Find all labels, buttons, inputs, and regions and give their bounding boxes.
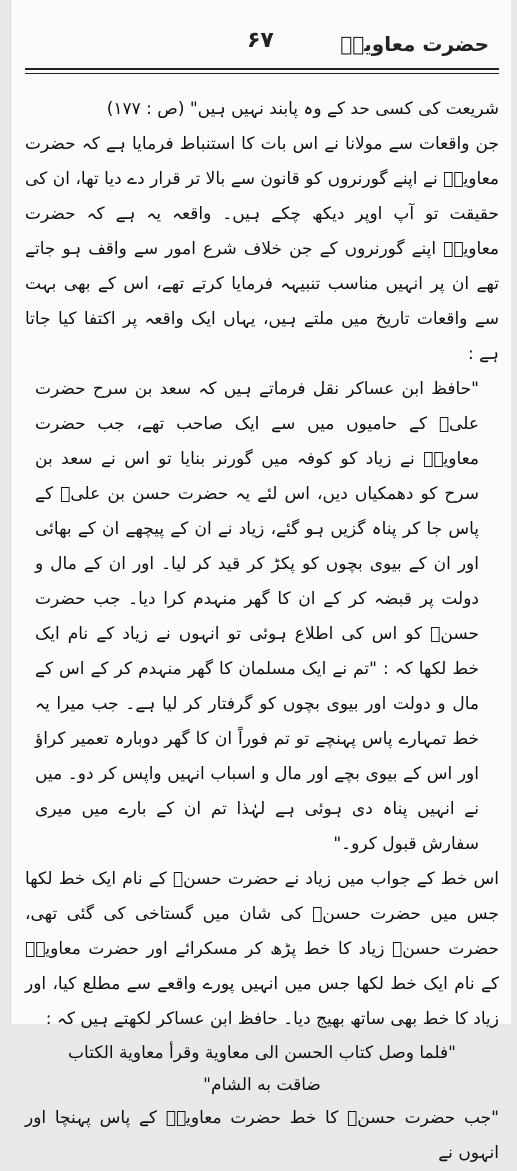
body-text [25,92,499,1171]
paragraph-continuation: اس خط کے جواب میں زیاد نے حضرت حسنؓ کے نام ایک خط لکھا جس میں حضرت حسنؓ کی شان میں گستاخی کی گئی تھی، حضرت حسنؓ زیاد کا خط پڑھ کر مسکرائے اور حضرت معاویہؓ کے نام ایک خط لکھا جس میں انہیں پورے واقعے سے مطلع کیا، اور زیاد کا خط بھی ساتھ بھیج دیا۔ حافظ ابن عساکر لکھتے ہیں کہ : [25,869,499,1029]
running-title: حضرت معاویہؓ [340,32,489,56]
arabic-quote-line-2: ضاقت به الشام" [203,1075,321,1095]
page-header [25,28,499,72]
paragraph-citation: شریعت کی کسی حد کے وہ پابند نہیں ہیں" (ص : ۱۷۷) [106,99,499,119]
arabic-quote-line-1: "فلما وصل كتاب الحسن الى معاوية وقرأ معاوية الكتاب [68,1043,456,1063]
header-rule-thin [25,73,499,74]
block-quote: "حافظ ابن عساکر نقل فرماتے ہیں کہ سعد بن سرح حضرت علیؓ کے حامیوں میں سے ایک صاحب تھے، جب حضرت معاویہؓ نے زیاد کو کوفہ میں گورنر بنایا تو اس نے سعد بن سرح کو دھمکیاں دیں، اس لئے یہ حضرت حسن بن علیؓ کے پاس جا کر پناہ گزیں ہو گئے، زیاد نے ان کے پیچھے ان کے بھائی اور ان کے بیوی بچوں کو پکڑ کر قید کر لیا۔ اور ان کے مال و دولت پر قبضہ کر کے ان کا گھر منہدم کرا دیا۔ جب حضرت حسنؓ کو اس کی اطلاع ہوئی تو انہوں نے زیاد کے نام ایک خط لکھا کہ : "تم نے ایک مسلمان کا گھر منہدم کر کے اس کے مال و دولت اور بیوی بچوں کو گرفتار کر لیا ہے۔ جب میرا یہ خط تمہارے پاس پہنچے تو تم فوراً ان کا گھر دوبارہ تعمیر کراؤ اور اس کے بیوی بچے اور مال و اسباب انہیں واپس کر دو۔ میں نے انہیں پناہ دی ہوئی ہے لہٰذا تم ان کے بارے میں میری سفارش قبول کرو۔" [35,379,479,854]
page-number: ۶۷ [247,28,274,53]
book-page [10,0,511,1163]
paragraph-translation: "جب حضرت حسنؓ کا خط حضرت معاویہؓ کے پاس پہنچا اور انہوں نے [25,1108,499,1163]
paragraph-intro: جن واقعات سے مولانا نے اس بات کا استنباط فرمایا ہے کہ حضرت معاویہؓ نے اپنے گورنروں کو قانون سے بالا تر قرار دے دیا تھا، ان کی حقیقت تو آپ اوپر دیکھ چکے ہیں۔ واقعہ یہ ہے کہ حضرت معاویہؓ اپنے گورنروں کے جن خلاف شرع امور سے واقف ہو جاتے تھے ان پر انہیں مناسب تنبیہہ فرمایا کرتے تھے، اس کے بھی بہت سے واقعات تاریخ میں ملتے ہیں، یہاں ایک واقعہ پر اکتفا کیا جاتا ہے : [25,134,499,364]
header-rule-thick [25,68,499,70]
